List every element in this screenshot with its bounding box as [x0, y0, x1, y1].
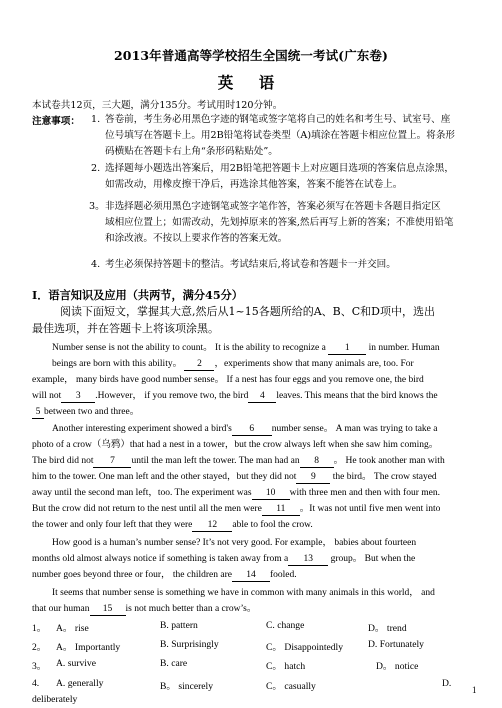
option-c: C。 hatch	[266, 661, 306, 672]
instruction-line: 阅读下面短文，掌握其大意,然后从1~15各题所给的A、B、C和D项中，选出	[60, 305, 435, 318]
section-instructions	[32, 303, 472, 337]
passage-text: 。 He took another man with	[333, 456, 445, 466]
option-c: C. change	[266, 620, 305, 631]
passage-text: until the man left the tower. The man had an	[131, 456, 300, 466]
passage-text: .However， if you remove two, the bird	[95, 391, 249, 401]
option-b: B。 sincerely	[160, 681, 214, 692]
blank-10: 10	[252, 488, 290, 500]
blank-2: 2	[184, 359, 214, 371]
passage-text: 。It was not until five men went into	[299, 504, 441, 514]
blank-15: 15	[90, 604, 126, 616]
passage-line: example， many birds have good number sense。 If a nest has four eggs and you remove one, the bird	[32, 375, 424, 385]
passage-line	[32, 388, 438, 404]
passage-line: It seems that number sense is something we have in common with many animals in this world， and	[52, 588, 435, 598]
note-number: 2.	[91, 163, 101, 174]
passage-text: The bird did not	[32, 456, 94, 466]
passage-text: in number. Human	[366, 343, 440, 353]
option-b: B. Surprisingly	[160, 639, 219, 650]
passage-text: able to fool the crow.	[232, 520, 313, 530]
passage-line	[52, 356, 414, 372]
passage-line	[52, 340, 440, 356]
option-b: B. care	[160, 658, 188, 669]
passage-text: that our human	[32, 604, 90, 614]
passage-text: But the crow did not return to the nest until all the men were	[32, 504, 262, 514]
passage-text: number goes beyond three or four， the children are	[32, 570, 232, 580]
exam-title: 2013年普通高等学校招生全国统一考试(广东卷)	[113, 48, 389, 63]
passage-line	[32, 501, 440, 517]
blank-1: 1	[328, 343, 366, 355]
section-heading: I．语言知识及应用（共两节，满分45分）	[32, 288, 243, 302]
option-d-text: deliberately	[32, 694, 78, 705]
note-line: 和涂改液。不按以上要求作答的答案无效。	[105, 233, 288, 244]
passage-text: fooled.	[269, 570, 297, 580]
blank-13: 13	[288, 554, 328, 566]
note-line: 考生必须保持答题卡的整洁。考试结束后,将试卷和答题卡一并交回。	[105, 259, 396, 270]
passage-line	[32, 469, 437, 485]
passage-text: Number sense is not the ability to count。 It is the ability to recognize a	[52, 343, 329, 353]
note-line: 位号填写在答题卡上。用2B铅笔将试卷类型（A)填涂在答题卡相应位置上。将条形	[105, 130, 456, 141]
option-d: D。 notice	[376, 661, 419, 672]
note-line: 非选择题必须用黑色字迹钢笔或签字笔作答，答案必须写在答题卡各题目指定区	[105, 201, 441, 212]
passage-line: photo of a crow（乌鸦）that had a nest in a tower，but the crow always left when she saw him coming。	[32, 440, 439, 450]
option-d: D.	[442, 678, 452, 689]
option-c: C。 casually	[266, 681, 316, 692]
note-number: 4.	[91, 259, 101, 270]
option-a: A。 Importantly	[56, 642, 121, 653]
option-d: D。 trend	[368, 623, 407, 634]
note-text	[105, 199, 453, 247]
blank-3: 3	[61, 391, 95, 403]
note-number: 1.	[91, 114, 101, 125]
passage-line	[32, 453, 445, 469]
blank-11: 11	[262, 504, 300, 516]
passage-text: the bird。 The crow stayed	[330, 472, 437, 482]
blank-12: 12	[192, 520, 232, 532]
passage-line	[32, 404, 139, 420]
question-number: 4.	[32, 678, 40, 689]
option-b: B. pattern	[160, 620, 198, 631]
question-number: 1。	[32, 623, 47, 634]
blank-6: 6	[232, 424, 272, 436]
passage-text: with three men and then with four men.	[289, 488, 440, 498]
note-text	[105, 161, 454, 193]
passage-line	[52, 421, 437, 437]
note-line: 如需改动，用橡皮擦干净后，再选涂其他答案，答案不能答在试卷上。	[105, 179, 403, 190]
blank-4: 4	[248, 391, 276, 403]
note-line: 码横贴在答题卡右上角“条形码粘贴处”。	[105, 146, 278, 157]
passage-line	[32, 485, 440, 501]
passage-text: away until the second man left，too. The experiment was	[32, 488, 252, 498]
note-text	[105, 257, 396, 273]
blank-8: 8	[300, 456, 334, 468]
notes-heading: 注意事项：	[32, 116, 80, 127]
passage-text: ，experiments show that many animals are, too. For	[214, 359, 414, 369]
blank-5: 5	[32, 407, 44, 419]
note-text	[105, 112, 455, 160]
passage-text: between two and three。	[44, 407, 140, 417]
blank-7: 7	[93, 456, 131, 468]
option-a: A。 rise	[56, 623, 89, 634]
option-a: A. survive	[56, 658, 96, 669]
passage-text: group。 But when the	[328, 554, 416, 564]
subject-heading: 英 语	[217, 73, 285, 92]
instruction-line: 最佳选项，并在答题卡上将该项涂黑。	[32, 322, 219, 335]
note-line: 域相应位置上；如需改动，先划掉原来的答案,然后再写上新的答案；不准使用铅笔	[105, 217, 454, 228]
passage-text: will not	[32, 391, 62, 401]
note-line: 选择题每小题选出答案后，用2B铅笔把答题卡上对应题目选项的答案信息点涂黑，	[105, 163, 454, 174]
passage-line	[32, 601, 256, 617]
passage-text: Another interesting experiment showed a bird's	[52, 424, 232, 434]
option-d: D. Fortunately	[368, 639, 424, 650]
passage-text: number sense。 A man was trying to take a	[271, 424, 438, 434]
question-number: 3。	[32, 661, 47, 672]
passage-line	[32, 567, 297, 583]
blank-14: 14	[232, 570, 270, 582]
passage-text: is not much better than a crow’s。	[125, 604, 257, 614]
question-number: 2。	[32, 642, 47, 653]
option-a: A. generally	[56, 678, 104, 689]
blank-9: 9	[296, 472, 330, 484]
exam-intro: 本试卷共12页，三大题，满分135分。考试用时120分钟。	[32, 100, 283, 111]
passage-text: beings are born with this ability。	[52, 359, 185, 369]
passage-text: months old almost always notice if something is taken away from a	[32, 554, 289, 564]
page-number: 1	[472, 685, 477, 695]
passage-line: How good is a human’s number sense? It’s not very good. For example， babies about fourteen	[52, 538, 417, 548]
passage-line	[32, 551, 415, 567]
passage-text: him to the tower. One man left and the other stayed，but they did not	[32, 472, 297, 482]
passage-text: leaves. This means that the bird knows the	[276, 391, 438, 401]
note-number: 3。	[89, 201, 105, 212]
note-line: 答卷前，考生务必用黑色字迹的钢笔或签字笔将自己的姓名和考生号、试室号、座	[105, 114, 451, 125]
passage-text: the tower and only four left that they were	[32, 520, 193, 530]
passage-line	[32, 517, 313, 533]
option-c: C。 Disappointedly	[266, 642, 344, 653]
